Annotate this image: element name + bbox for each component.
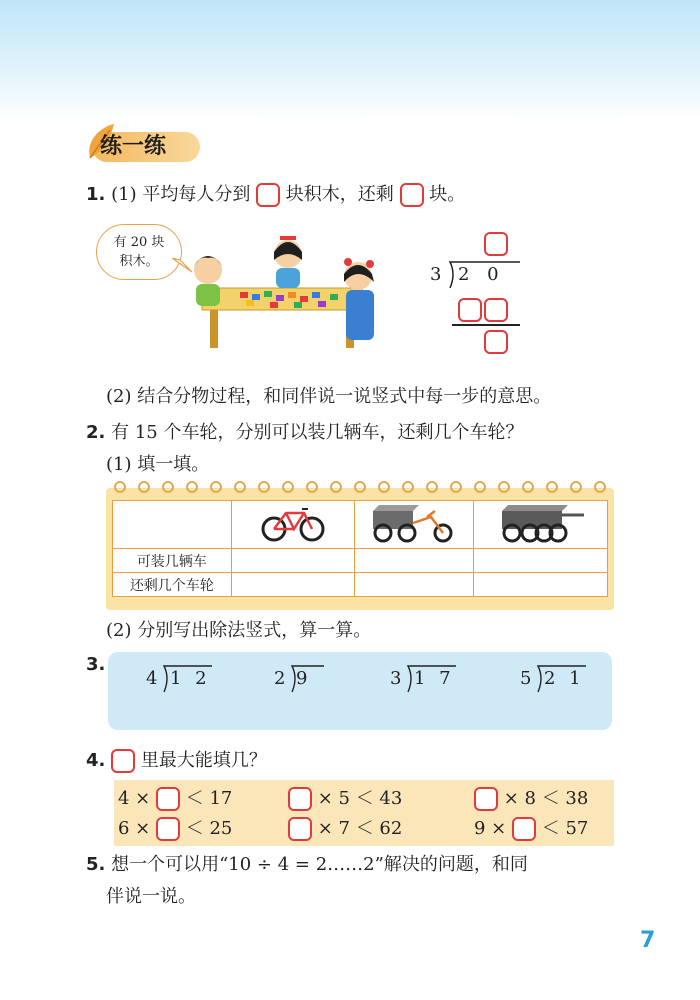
q3-number: 3. (86, 654, 106, 675)
q3-dividend: 1 7 (414, 668, 455, 689)
cart-cell (473, 501, 607, 549)
row-label-cars: 可装几辆车 (113, 549, 232, 573)
q4-answer-box[interactable] (288, 787, 312, 811)
q1-part1-mid: 块积木，还剩 (285, 184, 394, 205)
q1-long-division (424, 232, 534, 356)
q4-item-4 (118, 816, 232, 842)
q2-text: 有 15 个车轮，分别可以装几辆车，还剩几个车轮？ (111, 422, 524, 443)
q4-before: 6 × (118, 818, 151, 839)
answer-cell[interactable] (231, 549, 355, 573)
q4-box-icon (111, 749, 135, 773)
answer-cell[interactable] (231, 573, 355, 597)
q3-divisor: 5 (520, 668, 532, 689)
tricycle-cell (355, 501, 473, 549)
answer-cell[interactable] (473, 573, 607, 597)
q4-item-6 (474, 816, 588, 842)
q3-divisor: 4 (146, 668, 158, 689)
q1-product-box-1[interactable] (458, 298, 482, 322)
q4-after: ＜ 25 (185, 818, 233, 839)
q1-part2: (2) 结合分物过程，和同伴说一说竖式中每一步的意思。 (106, 386, 552, 407)
q2-number: 2. (86, 422, 106, 443)
q4-item-1 (118, 786, 232, 812)
q2-part1: (1) 填一填。 (106, 454, 210, 475)
page-number: 7 (640, 928, 656, 953)
q4-after: × 8 ＜ 38 (503, 788, 589, 809)
q1-answer-box-1[interactable] (256, 183, 280, 207)
q5-line-2: 伴说一说。 (106, 886, 196, 907)
q4-answer-box[interactable] (156, 787, 180, 811)
vehicle-table (112, 500, 608, 597)
q4-line (86, 748, 267, 774)
q1-remainder-box[interactable] (484, 330, 508, 354)
q4-before: 9 × (474, 818, 507, 839)
q1-part1-prefix: (1) 平均每人分到 (111, 184, 251, 205)
q4-after: ＜ 17 (185, 788, 233, 809)
q3-problem-4 (520, 664, 590, 694)
q4-item-2 (288, 786, 402, 812)
table-corner-cell (113, 501, 232, 549)
answer-cell[interactable] (473, 549, 607, 573)
q4-answer-box[interactable] (288, 817, 312, 841)
q4-item-3 (474, 786, 588, 812)
q4-after: × 5 ＜ 43 (317, 788, 403, 809)
q4-after: × 7 ＜ 62 (317, 818, 403, 839)
q5-text-1: 想一个可以用“10 ÷ 4 = 2……2”解决的问题，和同 (111, 854, 528, 875)
q3-divisor: 2 (274, 668, 286, 689)
q5-number: 5. (86, 854, 106, 875)
speech-bubble (96, 224, 182, 280)
q4-text: 里最大能填几？ (140, 750, 267, 771)
four-wheel-cart-icon (492, 503, 588, 543)
row-label-remaining: 还剩几个车轮 (113, 573, 232, 597)
q4-item-5 (288, 816, 402, 842)
q1-quotient-box[interactable] (484, 232, 508, 256)
q3-dividend: 2 1 (544, 668, 585, 689)
q5-line-1 (86, 852, 528, 878)
q1-line (86, 182, 465, 208)
answer-cell[interactable] (355, 549, 473, 573)
section-title-text: 练一练 (100, 134, 167, 159)
speech-line-2: 积木。 (119, 254, 159, 269)
answer-cell[interactable] (355, 573, 473, 597)
q1-number: 1. (86, 184, 106, 205)
q3-problem-1 (146, 664, 216, 694)
bicycle-icon (258, 503, 328, 543)
q2-part2: (2) 分别写出除法竖式，算一算。 (106, 620, 372, 641)
q4-answer-box[interactable] (512, 817, 536, 841)
bicycle-cell (231, 501, 355, 549)
q3-problem-2 (274, 664, 334, 694)
q3-problem-3 (390, 664, 460, 694)
q1-answer-box-2[interactable] (400, 183, 424, 207)
q1-divisor: 3 (430, 264, 442, 285)
section-title (78, 122, 218, 168)
tricycle-icon (369, 503, 459, 543)
children-with-blocks-illustration (180, 226, 390, 352)
q4-after: ＜ 57 (541, 818, 589, 839)
notebook-rings (112, 477, 612, 497)
speech-line-1: 有 20 块 (113, 235, 165, 250)
q3-dividend: 1 2 (170, 668, 211, 689)
q4-number: 4. (86, 750, 106, 771)
q1-dividend: 2 0 (458, 264, 505, 285)
header-band (0, 0, 700, 120)
q1-subtract-line (452, 324, 520, 326)
q1-part1-suffix: 块。 (429, 184, 466, 205)
q4-answer-box[interactable] (474, 787, 498, 811)
q4-before: 4 × (118, 788, 151, 809)
q1-product-box-2[interactable] (484, 298, 508, 322)
q3-dividend: 9 (296, 668, 308, 689)
q3-divisor: 3 (390, 668, 402, 689)
q4-answer-box[interactable] (156, 817, 180, 841)
q2-line (86, 420, 523, 446)
